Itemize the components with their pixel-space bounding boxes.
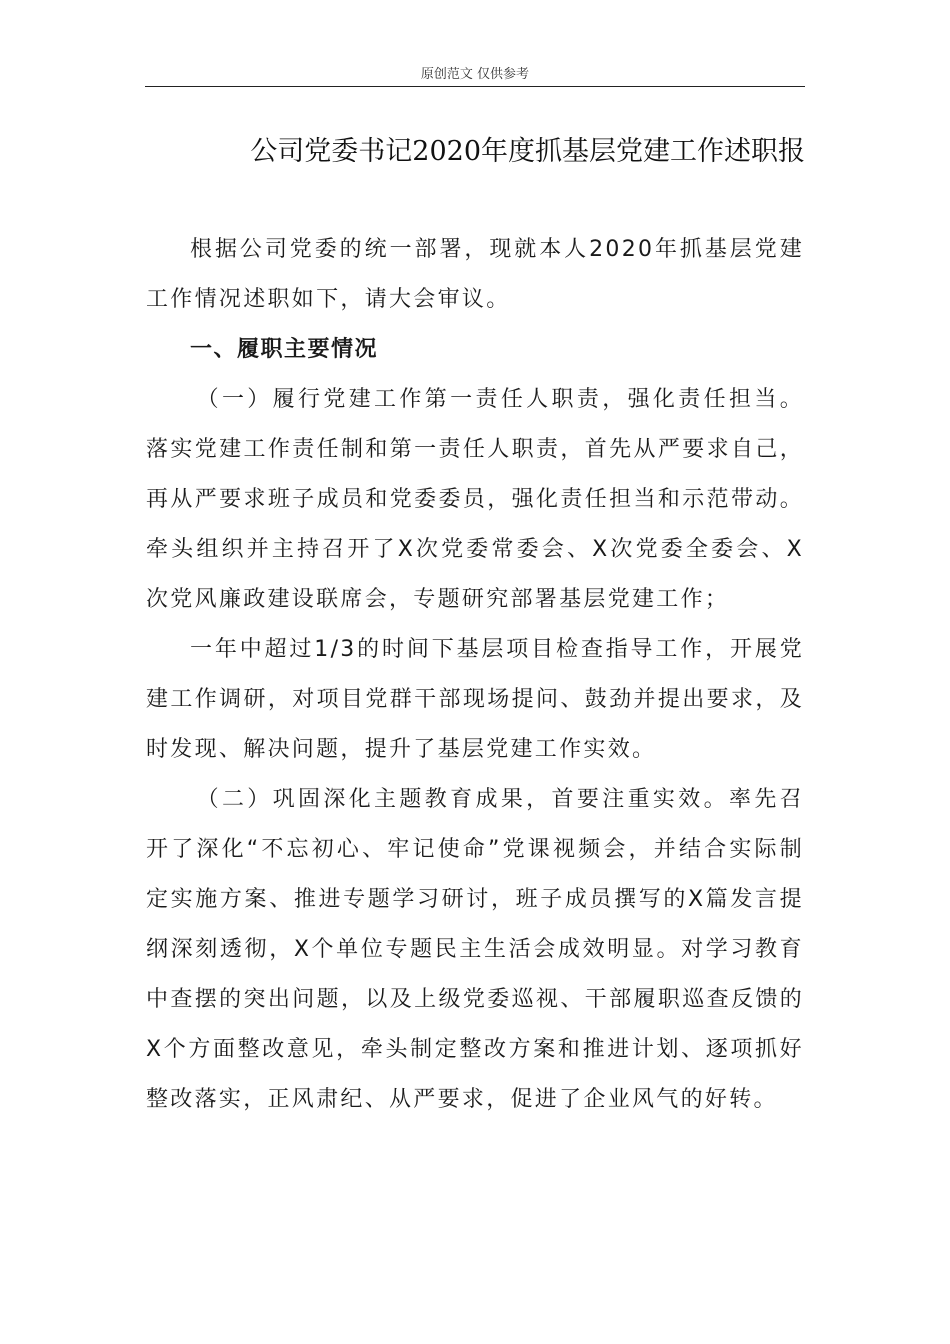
intro-paragraph: 根据公司党委的统一部署，现就本人2020年抓基层党建工作情况述职如下，请大会审议。 xyxy=(146,237,804,312)
header-rule xyxy=(145,86,805,87)
document-body xyxy=(146,225,804,1125)
body-paragraph: （二）巩固深化主题教育成果，首要注重实效。率先召开了深化“不忘初心、牢记使命”党课视频会，并结合实际制定实施方案、推进专题学习研讨，班子成员撰写的X篇发言提纲深刻透彻，X个单位专题民主生活会成效明显。对学习教育中查摆的突出问题，以及上级党委巡视、干部履职巡查反馈的X个方面整改意见，牵头制定整改方案和推进计划、逐项抓好整改落实，正风肃纪、从严要求，促进了企业风气的好转。 xyxy=(146,787,804,1112)
section-heading: 一、履职主要情况 xyxy=(190,337,379,362)
document-title: 公司党委书记2020年度抓基层党建工作述职报 xyxy=(250,136,805,167)
page-header: 原创范文 仅供参考 xyxy=(420,67,530,82)
body-paragraph: （一）履行党建工作第一责任人职责，强化责任担当。落实党建工作责任制和第一责任人职责，首先从严要求自己，再从严要求班子成员和党委委员，强化责任担当和示范带动。牵头组织并主持召开了X次党委常委会、X次党委全委会、X次党风廉政建设联席会，专题研究部署基层党建工作； xyxy=(146,387,804,612)
body-paragraph: 一年中超过1/3的时间下基层项目检查指导工作，开展党建工作调研，对项目党群干部现场提问、鼓劲并提出要求，及时发现、解决问题，提升了基层党建工作实效。 xyxy=(146,637,804,762)
